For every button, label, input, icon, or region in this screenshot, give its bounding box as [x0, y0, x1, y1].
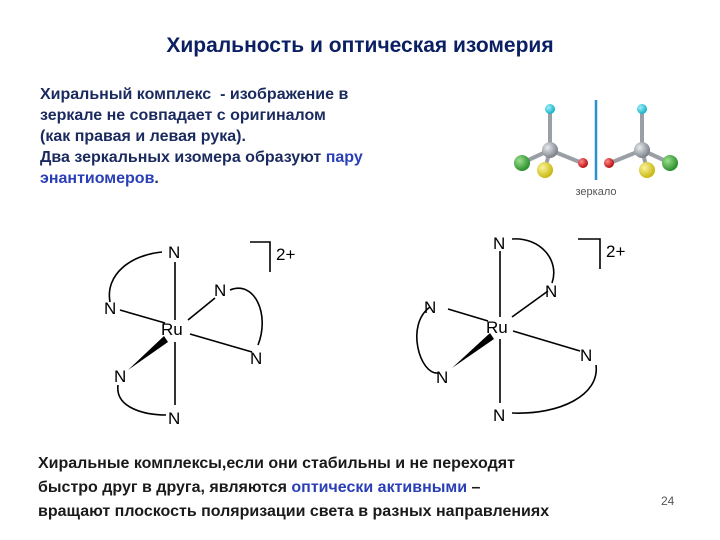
term-chiral-complex: Хиральный комплекс [40, 86, 212, 103]
ligand-n-right: N [580, 346, 593, 365]
green-atom [662, 155, 678, 171]
ligand-n-top: N [493, 234, 506, 253]
cyan-atom [637, 104, 647, 114]
term-optically-active: оптически активными [291, 479, 468, 496]
intro-line-1-rest: - изображение в [211, 86, 349, 103]
wedge-bond [452, 333, 494, 368]
ligand-n-bottom: N [493, 406, 506, 425]
ligand-n-left: N [424, 298, 437, 317]
term-pair: пару [325, 149, 363, 166]
ligand-n-top: N [168, 243, 181, 262]
ligand-n-upper-right: N [214, 281, 227, 300]
metal-center-ru: Ru [161, 320, 183, 339]
intro-line-5-end: . [154, 170, 159, 187]
ligand-n-left: N [104, 299, 117, 318]
right-ru-complex [400, 225, 650, 435]
intro-line-4-start: Два зеркальных изомера образуют [40, 149, 326, 166]
left-molecule-model [514, 104, 588, 178]
left-ru-complex [90, 230, 320, 440]
carbon-atom [634, 142, 650, 158]
complex-charge: 2+ [276, 245, 296, 264]
bottom-line-1: Хиральные комплексы,если они стабильны и не переходят [38, 455, 515, 472]
carbon-atom [542, 142, 558, 158]
ligand-n-right: N [250, 349, 263, 368]
slide-title: Хиральность и оптическая изомерия [166, 34, 554, 57]
ligand-n-bottom: N [168, 409, 181, 428]
yellow-atom [537, 162, 553, 178]
bottom-line-3: вращают плоскость поляризации света в разных направлениях [38, 503, 550, 520]
bottom-line-2-start: быстро друг в друга, являются [38, 479, 292, 496]
intro-line-2: зеркале не совпадает с оригиналом [40, 107, 326, 124]
term-enantiomers: энантиомеров [40, 170, 155, 187]
red-atom [604, 158, 614, 168]
yellow-atom [639, 162, 655, 178]
intro-line-4 [40, 147, 460, 168]
ligand-n-upper-right: N [545, 282, 558, 301]
slide-number: 24 [661, 494, 675, 508]
intro-line-3: (как правая и левая рука). [40, 128, 246, 145]
complex-charge: 2+ [606, 242, 626, 261]
cyan-atom [545, 104, 555, 114]
ligand-n-lower-left: N [436, 368, 449, 387]
metal-center-ru: Ru [486, 318, 508, 337]
intro-line-1 [40, 84, 460, 105]
intro-text [40, 84, 460, 189]
wedge-bond [128, 336, 168, 370]
bottom-line-2-end: – [467, 479, 481, 496]
bottom-text [38, 452, 698, 524]
ligand-n-lower-left: N [114, 367, 127, 386]
mirror-molecule-models [500, 95, 700, 210]
green-atom [514, 155, 530, 171]
intro-line-5 [40, 168, 460, 189]
red-atom [578, 158, 588, 168]
bottom-line-2 [38, 476, 698, 500]
right-molecule-model [604, 104, 678, 178]
mirror-label: зеркало [575, 186, 617, 198]
